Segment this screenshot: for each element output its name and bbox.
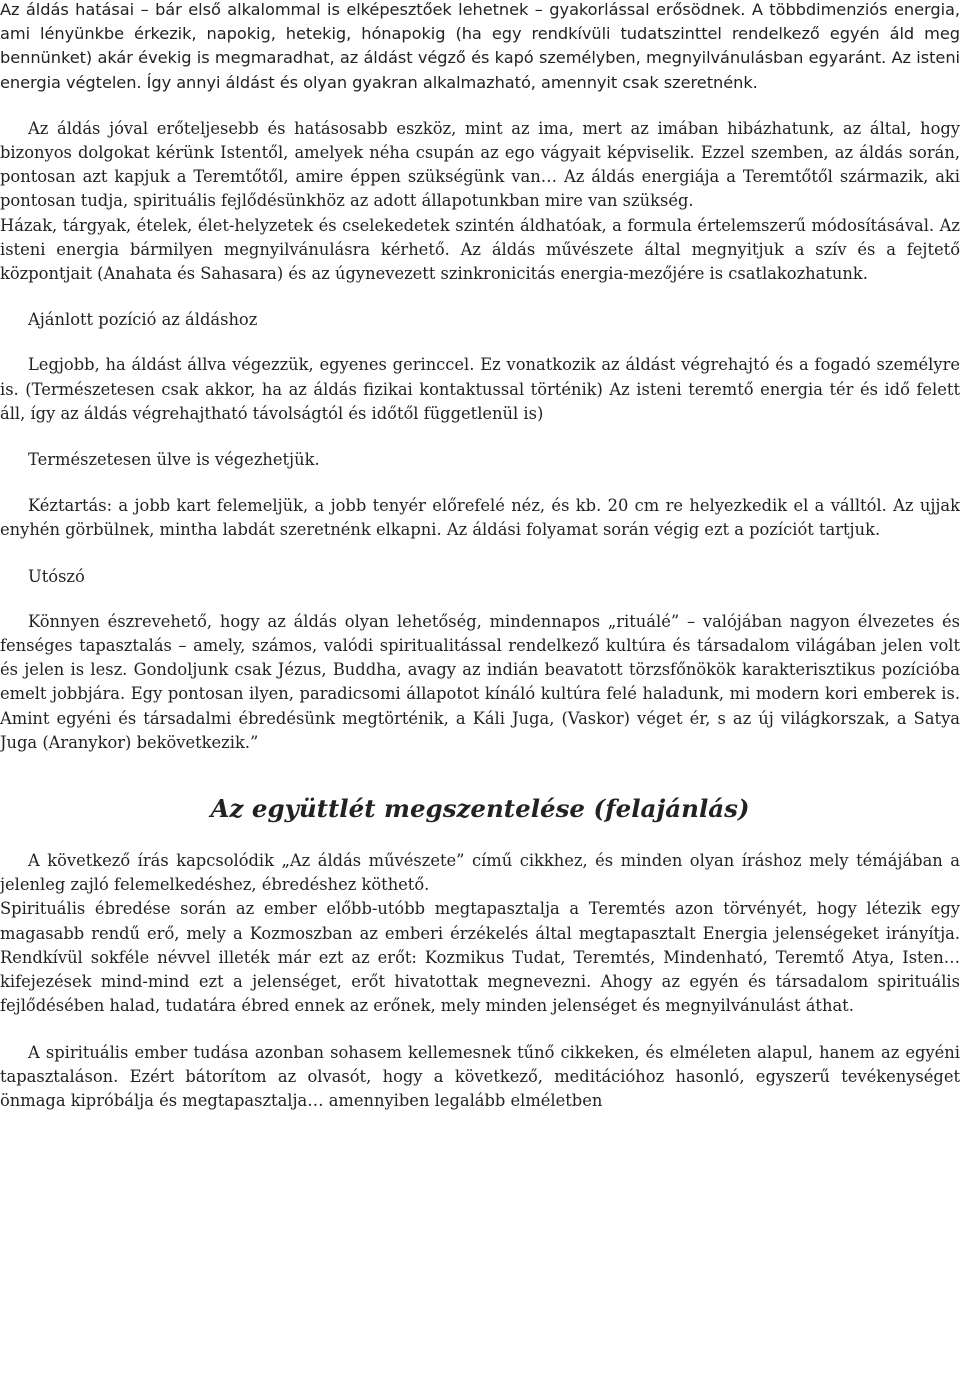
paragraph-sitting-position: Természetesen ülve is végezhetjük. [28,450,320,470]
paragraph-spiritual-awakening: Spirituális ébredése során az ember előbb-utóbb megtapasztalja a Teremtés azon törvényét, hogy létezik egy magasabb rendű erő, mely a Kozmoszban az emberi érzékelés által megtapasztalt Energia jelenségeket irányítja. Rendkívül sokféle névvel illeték már ezt az erőt: Kozmikus Tudat, Teremtés, Mindenható, Teremtő Atya, Isten… kifejezések mind-mind ezt a jelenséget, erőt hivatottak megnevezni. Ahogy az egyén és társadalom spirituális fejlődésében halad, tudatára ébred ennek az erőnek, mely minden jelenséget és megnyilvánulást áthat. [0,899,960,1016]
paragraph-afterword: Könnyen észrevehető, hogy az áldás olyan lehetőség, mindennapos „rituálé” – valójában nagyon élvezetes és fenséges tapasztalás – amely, számos, valódi spiritualitással rendelkező kultúra és társadalom világában jelen volt és jelen is lesz. Gondoljunk csak Jézus, Buddha, avagy az indián beavatott törzsfőnökök karakterisztikus pozícióba emelt jobbjára. Egy pontosan ilyen, paradicsomi állapotot kínáló kultúra felé haladunk, mi modern kori emberek is. Amint egyéni és társadalmi ébredésünk megtörténik, a Káli Juga, (Vaskor) véget ér, s az új világkorszak, a Satya Juga (Aranykor) bekövetkezik.” [0,611,960,752]
paragraph-standing-position: Legjobb, ha áldást állva végezzük, egyenes gerinccel. Ez vonatkozik az áldást végrehajtó és a fogadó személyre is. (Természetesen csak akkor, ha az áldás fizikai kontaktussal történik) Az isteni teremtő energia tér és idő felett áll, így az áldás végrehajtható távolságtól és időtől függetlenül is) [0,355,960,423]
paragraph-spiritual-knowledge: A spirituális ember tudása azonban sohasem kellemesnek tűnő cikkeken, és elméleten alapul, hanem az egyéni tapasztaláson. Ezért bátorítom az olvasót, hogy a következő, meditációhoz hasonló, egyszerű tevékenységet önmaga kipróbálja és megtapasztalja… amennyiben legalább elméletben [0,1042,960,1110]
paragraph-blessing-effects: Az áldás hatásai – bár első alkalommal is elképesztőek lehetnek – gyakorlással erősödnek. A többdimenziós energia, ami lényünkbe érkezik, napokig, hetekig, hónapokig (ha egy rendkívüli tudatszinttel rendelkező egyén áld meg bennünket) akár évekig is megmaradhat, az áldást végző és kapó személyben, megnyilvánulásban egyaránt. Az isteni energia végtelen. Így annyi áldást és olyan gyakran alkalmazható, amennyit csak szeretnénk. [0,0,960,92]
paragraph-related-article: A következő írás kapcsolódik „Az áldás művészete” című cikkhez, és minden olyan íráshoz mely témájában a jelenleg zajló felemelkedéshez, ébredéshez köthető. [0,851,960,895]
subheading-afterword: Utószó [28,566,85,586]
subheading-recommended-position: Ajánlott pozíció az áldáshoz [28,310,258,330]
paragraph-blessing-vs-prayer: Az áldás jóval erőteljesebb és hatásosabb eszköz, mint az ima, mert az imában hibázhatunk, az által, hogy bizonyos dolgokat kérünk Istentől, amelyek néha csupán az ego vágyait képviselik. Ezzel szemben, az áldás során, pontosan azt kapjuk a Teremtőtől, amire éppen szükségünk van… Az áldás energiája a Teremtőtől származik, aki pontosan tudja, spirituális fejlődésünkhöz az adott állapotunkban mire van szükség. [0,118,960,211]
section-title: Az együttlét megszentelése (felajánlás) [210,794,750,824]
paragraph-hand-position: Kéztartás: a jobb kart felemeljük, a jobb tenyér előrefelé néz, és kb. 20 cm re helyezkedik el a válltól. Az ujjak enyhén görbülnek, mintha labdát szeretnénk elkapni. Az áldási folyamat során végig ezt a pozíciót tartjuk. [0,496,960,540]
paragraph-blessable-things: Házak, tárgyak, ételek, élet-helyzetek és cselekedetek szintén áldhatóak, a formula értelemszerű módosításával. Az isteni energia bármilyen megnyilvánulásra kérhető. Az áldás művészete által megnyitjuk a szív és a fejtető központjait (Anahata és Sahasara) és az úgynevezett szinkronicitás energia-mezőjére is csatlakozhatunk. [0,215,960,284]
